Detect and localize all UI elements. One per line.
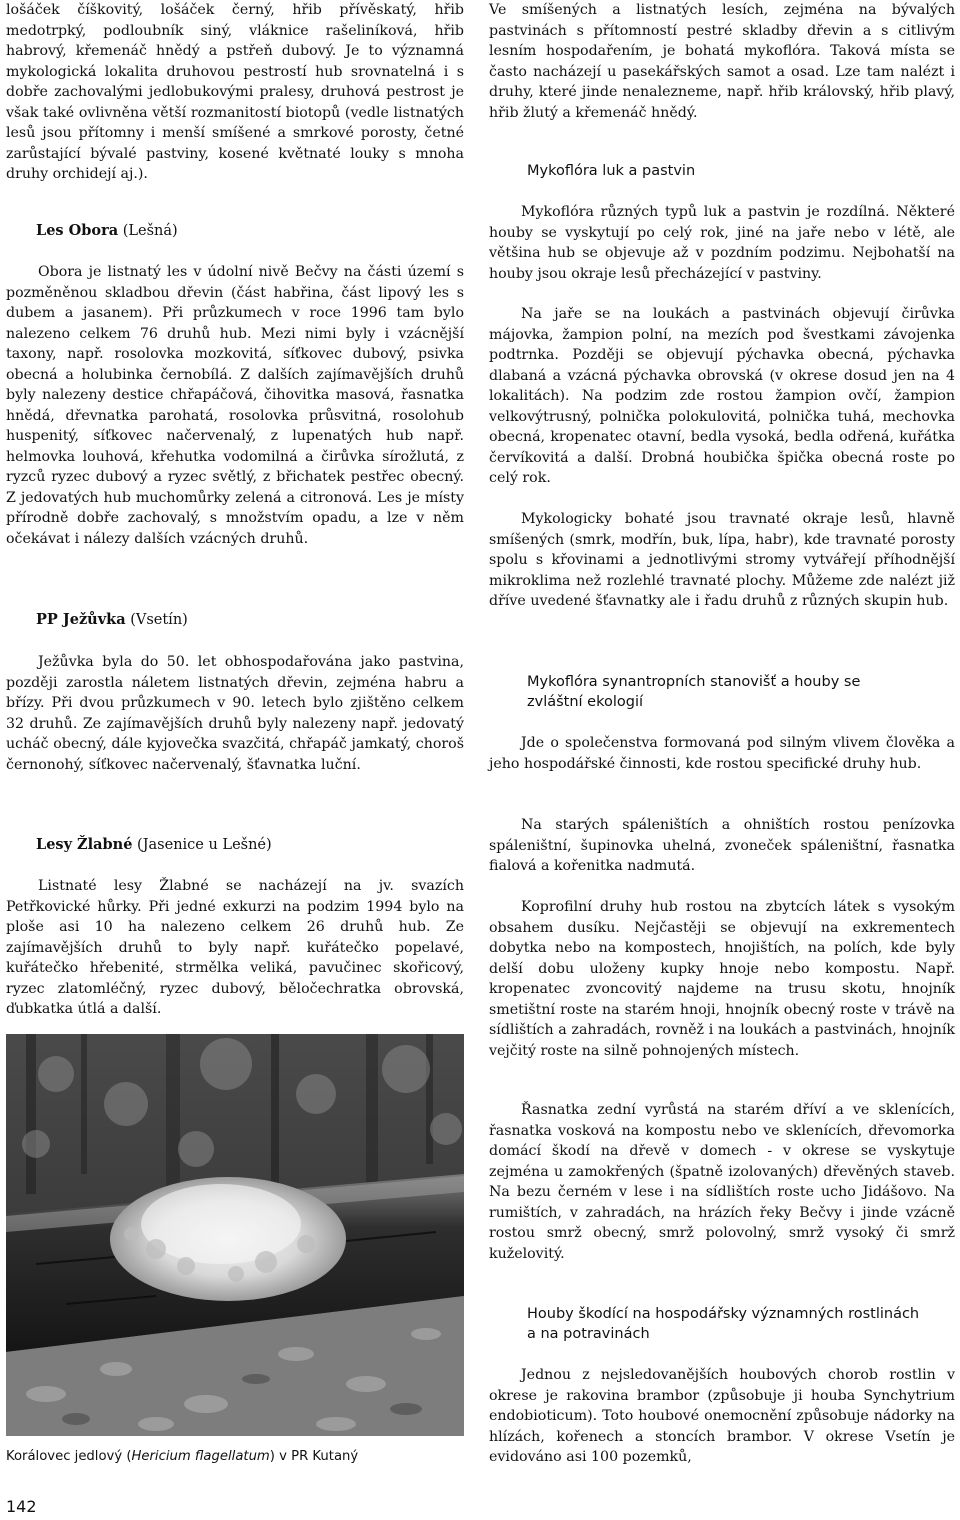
paragraph-luk-2: Na jaře se na loukách a pastvinách objevují čirůvka májovka, žampion polní, na mezích pod švestkami závojenka podtrnka. Později se objevují pýchavka obecná, pýchavka dlabaná a vzácná pýchavka obrovská (v okrese dosud jen na 4 lokalitách). Na podzim zde rostou žampion ovčí, žampion velkovýtrusný, polnička polokulovitá, polnička tuhá, mechovka obecná, kropenatec otavní, bedla vysoká, bedla odřená, kuřátka červíkovitá a další. Drobná houbička špička obecná roste po celý rok.: [489, 306, 955, 486]
intro-paragraph-left: lošáček číškovitý, lošáček černý, hřib přívěskatý, hřib medotrpký, podloubník siný, vláknice rašeliníková, hřib habrový, křemenáč hnědý a pstřeň dubový. Je to významná mykologická lokalita druhovou pestrostí hub srovnatelná i s dobře zachovalými jedlobukovými pralesy, druhová pestrost je však také ovlivněna větší rozmanitostí biotopů (vedle listnatých lesů jsou přítomny i menší smíšené a smrkové porosty, četné zarůstající bývalé pastviny, kosené květnaté louky s mnoha druhy orchidejí aj.).: [6, 2, 464, 182]
section-title: PP Ježůvka: [36, 611, 126, 628]
caption-suffix: ) v PR Kutaný: [269, 1449, 359, 1464]
heading-houby-skodici: Houby škodící na hospodářsky významných rostlinách a na potravinách: [527, 1306, 920, 1342]
paragraph-synantropni-1: Jde o společenstva formovaná pod silným vlivem člověka a jeho hospodářské činnosti, kde rostou specifické druhy hub.: [489, 735, 955, 772]
paragraph-luk-1: Mykoflóra různých typů luk a pastvin je rozdílná. Některé houby se vyskytují po celý rok, jiné na jaře nebo v létě, ale většina hub se objevuje až v pozdním podzimu. Nejbohatší na houby jsou okraje lesů přecházející v pastviny.: [489, 204, 955, 282]
section-title: Lesy Žlabné: [36, 836, 133, 853]
section-heading-lesy-zlabne: [36, 835, 272, 855]
section-location: (Lešná): [118, 223, 178, 239]
photo-caption: [6, 1448, 464, 1466]
section-text-pp-jezuvka: Ježůvka byla do 50. let obhospodařována jako pastvina, později zarostla náletem listnatých dřevin, zejména habru a břízy. Při dvou průzkumech v 90. letech bylo zjištěno celkem 32 druhů. Ze zajímavějších druhů byly nalezeny např. jedovatý ucháč obecný, dále kyjovečka svazčitá, chřapáč jamkatý, choroš černonohý, síťkovec načervenalý, šťavnatka luční.: [6, 654, 464, 773]
photo-illustration: [6, 1034, 464, 1436]
section-heading-les-obora: [36, 221, 178, 241]
heading-synantropni: Mykoflóra synantropních stanovišť a houby se zvláštní ekologií: [527, 674, 861, 710]
caption-latin-name: Hericium flagellatum: [131, 1449, 270, 1464]
paragraph-luk-3: Mykologicky bohaté jsou travnaté okraje lesů, hlavně smíšených (smrk, modřín, buk, lípa, habr), kde travnaté porosty spolu s křovinami a jednotlivými stromy vytvářejí příhodnější mikroklima než rozlehlé travnaté plochy. Můžeme zde nalézt již dříve uvedené šťavnatky ale i řadu druhů z různých skupin hub.: [489, 511, 955, 609]
caption-prefix: Korálovec jedlový (: [6, 1449, 132, 1464]
section-heading-pp-jezuvka: [36, 610, 188, 630]
page-number: 142: [6, 1497, 37, 1516]
paragraph-synantropni-3: Koprofilní druhy hub rostou na zbytcích látek s vysokým obsahem dusíku. Nejčastěji se objevují na exkrementech dobytka nebo na kompostech, hnojištích, na polích, kde byly delší dobu uloženy kupky hnoje nebo kompostu. Např. kropenatec zvoncovitý najdeme na trusu skotu, hnojník smetištní roste na starém hnoji, hnojník obecný roste v trávě na sídlištích a zahradách, rovněž i na loukách a pastvinách, hnojník vejčitý roste na silně pohnojených místech.: [489, 899, 955, 1059]
section-text-lesy-zlabne: Listnaté lesy Žlabné se nacházejí na jv. svazích Petřkovické hůrky. Při jedné exkurzi na podzim 1994 bylo na ploše asi 10 ha nalezeno celkem 26 druhů hub. Ze zajímavějších druhů to byly např. kuřátečko popelavé, kuřátečko hřebenité, strmělka veliká, pavučinec skořicový, ryzec zlatomléčný, ryzec dubový, běločechratka obrovská, ďubkatka útlá a další.: [6, 878, 464, 1017]
paragraph-synantropni-4: Řasnatka zední vyrůstá na starém dříví a ve sklenících, řasnatka vosková na kompostu nebo ve sklenících, dřevomorka domácí škodí na dřevě v domech - v okrese se vyskytuje zejména u zamokřených (špatně izolovaných) dřevěných staveb. Na bezu černém v lese i na sídlištích roste ucho Jidášovo. Na rumištích, v zahradách, na hrázích řeky Bečvy i jinde vzácně rostou smrž obecný, smrž polovolný, smrž vysoký či smrž kuželovitý.: [489, 1102, 955, 1262]
paragraph-synantropni-2: Na starých spáleništích a ohništích rostou penízovka spáleništní, šupinovka uhelná, zvoneček spáleništní, řasnatka fialová a kořenitka nadmutá.: [489, 817, 955, 874]
section-location: (Jasenice u Lešné): [132, 837, 272, 853]
section-title: Les Obora: [36, 222, 119, 239]
paragraph-skodici-1: Jednou z nejsledovanějších houbových chorob rostlin v okrese je rakovina brambor (způsobuje ji houba Synchytrium endobioticum). Toto houbové onemocnění způsobuje nádorky na hlízách, kořenech a stoncích brambor. V okrese Vsetín je evidováno asi 100 pozemků,: [489, 1367, 955, 1465]
section-text-les-obora: Obora je listnatý les v údolní nivě Bečvy na části území s pozměněnou skladbou dřevin (část habřina, část lipový les s dubem a jasanem). Při průzkumech v roce 1996 tam bylo nalezeno celkem 76 druhů hub. Mezi nimi byly i vzácnější taxony, např. rosolovka mozkovitá, síťkovec dubový, psivka obecná a holubinka černobílá. Z dalších zajímavějších druhů byly nalezeny destice chřapáčová, čihovitka masová, řasnatka hnědá, dřevnatka parohatá, rosolovka průsvitná, rosolohub huspenitý, síťkovec načervenalý, z lupenatých hub např. helmovka louhová, křehutka vodomilná a čirůvka sírožlutá, z ryzců ryzec dubový a ryzec světlý, z břichatek pestřec obecný. Z jedovatých hub muchomůrky zelená a citronová. Les je místy přírodně dobře zachovalý, s množstvím opadu, a lze v něm očekávat i nálezy dalších vzácných druhů.: [6, 264, 464, 547]
section-location: (Vsetín): [125, 612, 188, 628]
intro-paragraph-right: Ve smíšených a listnatých lesích, zejména na bývalých pastvinách s přítomností pestré skladby dřevin a s citlivým lesním hospodařením, je bohatá mykoflóra. Taková místa se často nacházejí u pasekářských samot a osad. Lze tam nalézt i druhy, které jinde nenalezneme, např. hřib královský, hřib plavý, hřib žlutý a křemenáč hnědý.: [489, 2, 955, 121]
heading-mykoflora-luk: Mykoflóra luk a pastvin: [527, 163, 696, 179]
mushroom-photo: [6, 1034, 464, 1436]
